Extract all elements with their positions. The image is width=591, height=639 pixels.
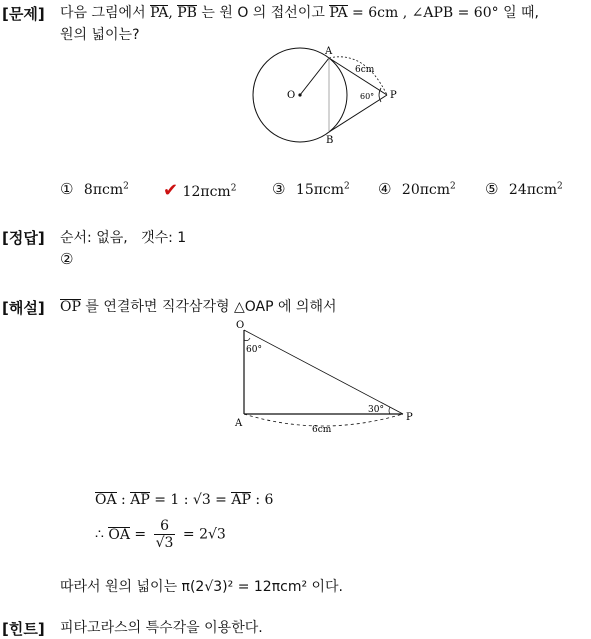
choice-1-text: 8πcm (83, 182, 124, 198)
eq2-denominator (154, 535, 176, 551)
eq1-end: : 6 (255, 492, 274, 508)
eq1-ap: AP (130, 492, 150, 508)
exp-figure-length: 6cm (312, 425, 332, 435)
choice-3-number: ③ (272, 180, 286, 198)
eq2-root-value: 3 (164, 535, 174, 551)
figure-label-b: B (326, 135, 334, 146)
eq2-rhs: = 2√3 (182, 526, 226, 543)
choice-2[interactable] (163, 180, 236, 201)
figure-label-angle: 60° (360, 92, 375, 101)
choice-2-sup: 2 (230, 183, 237, 194)
explanation-text-1: 를 연결하면 직각삼각형 △OAP 에 의해서 (85, 299, 337, 315)
segment-pa-2: PA (329, 5, 348, 21)
problem-text-2: 는 원 O 의 접선이고 (201, 5, 325, 21)
choice-5-text: 24πcm (508, 182, 558, 198)
eq2-root-sign: √ (155, 535, 165, 551)
hint-text: 피타고라스의 특수각을 이용한다. (60, 620, 263, 636)
problem-text-3: 일 때, (503, 5, 540, 21)
exp-figure-angle-o: 60° (246, 345, 262, 355)
exp-figure-angle-p: 30° (368, 405, 384, 415)
choice-1[interactable] (60, 180, 129, 198)
explanation-line-1 (60, 296, 337, 316)
choice-1-sup: 2 (123, 181, 129, 192)
eq1-oa: OA (95, 492, 117, 508)
problem-line-2: 원의 넓이는? (60, 27, 140, 43)
hint-tag: [힌트] (2, 620, 45, 638)
segment-pa: PA (150, 5, 169, 21)
conclusion: 따라서 원의 넓이는 π(2√3)² = 12πcm² 이다. (60, 579, 344, 595)
choice-5-sup: 2 (557, 181, 563, 192)
exp-figure-label-o: O (236, 320, 245, 331)
eq1-ap-2: AP (231, 492, 251, 508)
eq2-numerator: 6 (154, 518, 176, 535)
figure-label-a: A (325, 46, 333, 57)
figure-label-o: O (287, 90, 296, 101)
choice-5-number: ⑤ (485, 180, 499, 198)
exp-figure-label-p: P (406, 412, 413, 423)
eq2-eq: = (134, 526, 147, 543)
eq1-colon: : (121, 492, 126, 508)
equation-2 (95, 518, 226, 551)
problem-line-1 (60, 2, 539, 22)
choice-4-sup: 2 (450, 181, 456, 192)
choice-3-sup: 2 (344, 181, 350, 192)
comma: , (168, 5, 173, 21)
problem-text-1: 다음 그림에서 (60, 5, 146, 21)
equation-pa: = 6cm , (352, 5, 408, 21)
choice-3-text: 15πcm (295, 182, 345, 198)
angle-apb: ∠APB = 60° (411, 5, 499, 21)
choice-4-number: ④ (378, 180, 392, 198)
answer-tag: [정답] (2, 229, 45, 247)
eq2-oa: OA (108, 526, 130, 543)
segment-op: OP (60, 299, 81, 315)
problem-tag: [문제] (2, 5, 45, 23)
eq1-mid: = 1 : √3 = (154, 492, 227, 508)
equation-1 (95, 492, 273, 508)
answer-line-2: ② (60, 250, 74, 268)
choice-4[interactable] (378, 180, 456, 198)
segment-pb: PB (177, 5, 197, 21)
figure-label-length: 6cm (355, 65, 375, 75)
answer-line-1: 순서: 없음, 갯수: 1 (60, 230, 187, 246)
explanation-figure (232, 316, 418, 438)
choice-2-text: 12πcm (182, 184, 231, 200)
choice-1-number: ① (60, 180, 74, 198)
eq2-fraction (154, 518, 176, 551)
choice-3[interactable] (272, 180, 350, 198)
choice-4-text: 20πcm (401, 182, 451, 198)
check-mark-icon: ✔ (163, 180, 179, 201)
exp-figure-label-a: A (235, 418, 243, 429)
eq2-therefore: ∴ (95, 526, 104, 543)
choice-5[interactable] (485, 180, 563, 198)
figure-label-p: P (390, 90, 397, 101)
explanation-tag: [해설] (2, 299, 45, 317)
problem-figure (250, 44, 410, 148)
